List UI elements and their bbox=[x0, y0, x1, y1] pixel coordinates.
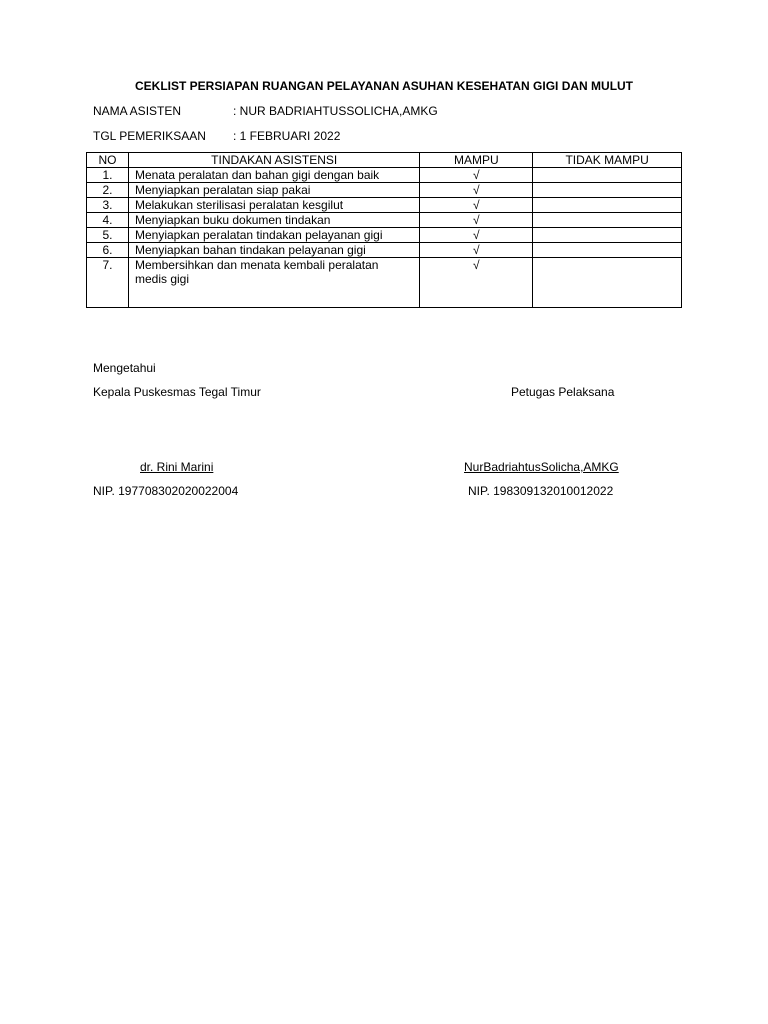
row-no: 3. bbox=[87, 198, 129, 213]
header-tidak-mampu: TIDAK MAMPU bbox=[533, 153, 682, 168]
nama-asisten-label: NAMA ASISTEN bbox=[93, 104, 182, 118]
nama-asisten-value: : NUR BADRIAHTUSSOLICHA,AMKG bbox=[233, 104, 438, 118]
left-nip: NIP. 197708302020022004 bbox=[93, 484, 239, 498]
table-row bbox=[87, 168, 682, 183]
table-row bbox=[87, 198, 682, 213]
row-no: 5. bbox=[87, 228, 129, 243]
row-mampu-check: √ bbox=[420, 183, 533, 198]
row-mampu-check: √ bbox=[420, 228, 533, 243]
right-nip: NIP. 198309132010012022 bbox=[468, 484, 614, 498]
row-tindakan: Menyiapkan peralatan siap pakai bbox=[128, 183, 419, 198]
row-no: 2. bbox=[87, 183, 129, 198]
row-mampu-check: √ bbox=[420, 213, 533, 228]
nama-asisten-row bbox=[93, 104, 438, 118]
row-tindakan: Menyiapkan buku dokumen tindakan bbox=[128, 213, 419, 228]
row-tidak-mampu bbox=[533, 258, 682, 308]
row-tindakan: Menyiapkan peralatan tindakan pelayanan gigi bbox=[128, 228, 419, 243]
row-tindakan: Membersihkan dan menata kembali peralatan medis gigi bbox=[128, 258, 419, 308]
table-row bbox=[87, 258, 682, 308]
tgl-pemeriksaan-value: : 1 FEBRUARI 2022 bbox=[233, 129, 341, 143]
row-tindakan: Menyiapkan bahan tindakan pelayanan gigi bbox=[128, 243, 419, 258]
table-row bbox=[87, 243, 682, 258]
left-role: Kepala Puskesmas Tegal Timur bbox=[93, 385, 261, 399]
row-tidak-mampu bbox=[533, 228, 682, 243]
row-no: 7. bbox=[87, 258, 129, 308]
row-no: 1. bbox=[87, 168, 129, 183]
tgl-pemeriksaan-row bbox=[93, 129, 340, 143]
row-tidak-mampu bbox=[533, 213, 682, 228]
right-role: Petugas Pelaksana bbox=[511, 385, 615, 399]
left-signatory-name: dr. Rini Marini bbox=[140, 460, 214, 474]
header-mampu: MAMPU bbox=[420, 153, 533, 168]
row-no: 6. bbox=[87, 243, 129, 258]
header-tindakan: TINDAKAN ASISTENSI bbox=[128, 153, 419, 168]
mengetahui-label: Mengetahui bbox=[93, 361, 156, 375]
row-no: 4. bbox=[87, 213, 129, 228]
row-mampu-check: √ bbox=[420, 243, 533, 258]
header-no: NO bbox=[87, 153, 129, 168]
row-tidak-mampu bbox=[533, 168, 682, 183]
table-row bbox=[87, 213, 682, 228]
row-mampu-check: √ bbox=[420, 198, 533, 213]
document-title: CEKLIST PERSIAPAN RUANGAN PELAYANAN ASUHAN KESEHATAN GIGI DAN MULUT bbox=[134, 79, 634, 93]
row-tidak-mampu bbox=[533, 243, 682, 258]
checklist-table bbox=[86, 152, 682, 308]
table-header-row bbox=[87, 153, 682, 168]
row-mampu-check: √ bbox=[420, 168, 533, 183]
row-tindakan: Menata peralatan dan bahan gigi dengan baik bbox=[128, 168, 419, 183]
row-tidak-mampu bbox=[533, 198, 682, 213]
table-row bbox=[87, 183, 682, 198]
row-tindakan: Melakukan sterilisasi peralatan kesgilut bbox=[128, 198, 419, 213]
right-signatory-name: NurBadriahtusSolicha,AMKG bbox=[464, 460, 619, 474]
table-row bbox=[87, 228, 682, 243]
row-mampu-check: √ bbox=[420, 258, 533, 308]
row-tidak-mampu bbox=[533, 183, 682, 198]
tgl-pemeriksaan-label: TGL PEMERIKSAAN bbox=[93, 129, 206, 143]
